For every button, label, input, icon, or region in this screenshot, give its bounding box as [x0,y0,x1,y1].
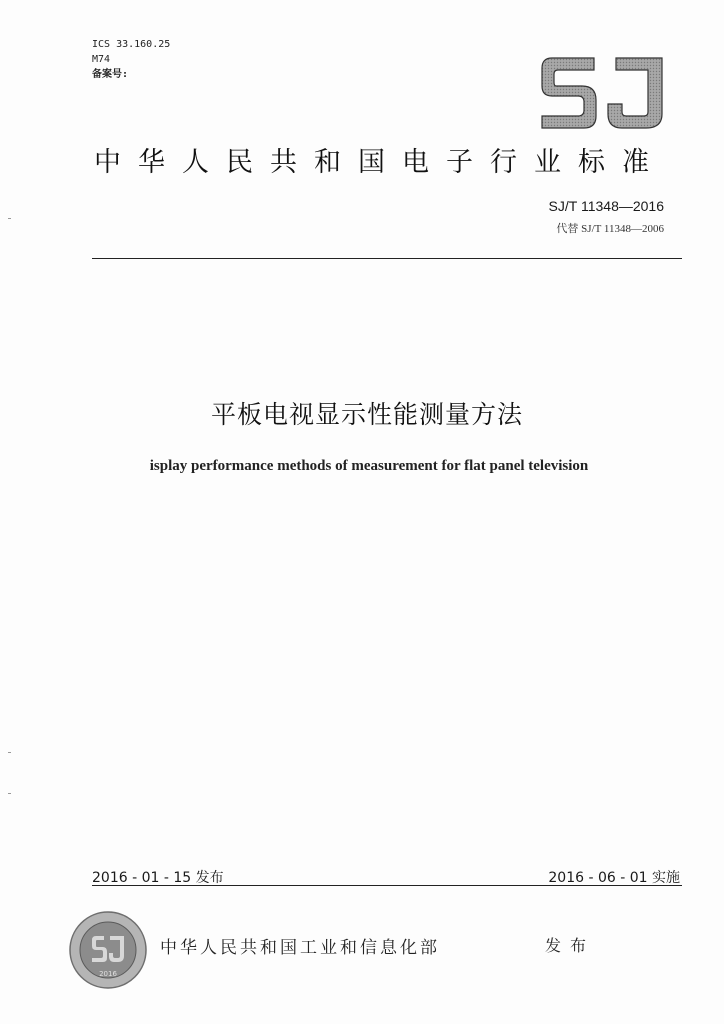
ics-code: ICS 33.160.25 [92,39,171,50]
implementation-date: 2016 - 06 - 01 实施 [548,870,680,886]
scan-speck [8,752,11,753]
issuing-authority: 中华人民共和国工业和信息化部 [160,938,440,958]
sj-logo [538,52,668,134]
filing-number-label: 备案号: [92,69,129,80]
publish-label: 发布 [545,936,596,955]
scan-speck [8,218,11,219]
svg-text:2016: 2016 [99,970,117,978]
issue-date: 2016 - 01 - 15 发布 [92,870,224,886]
top-divider [92,258,682,259]
classification-code: M74 [92,54,111,65]
replaces-standard: 代替 SJ/T 11348—2006 [556,223,664,235]
bottom-divider [92,885,682,886]
document-title-chinese: 平板电视显示性能测量方法 [210,400,523,429]
standard-code: SJ/T 11348—2016 [548,198,664,214]
document-title-english: isplay performance methods of measurement for flat panel television [149,458,589,474]
seal-stamp [68,910,148,990]
scan-speck [8,793,11,794]
standard-type-heading: 中华人民共和国电子行业标准 [94,147,666,178]
